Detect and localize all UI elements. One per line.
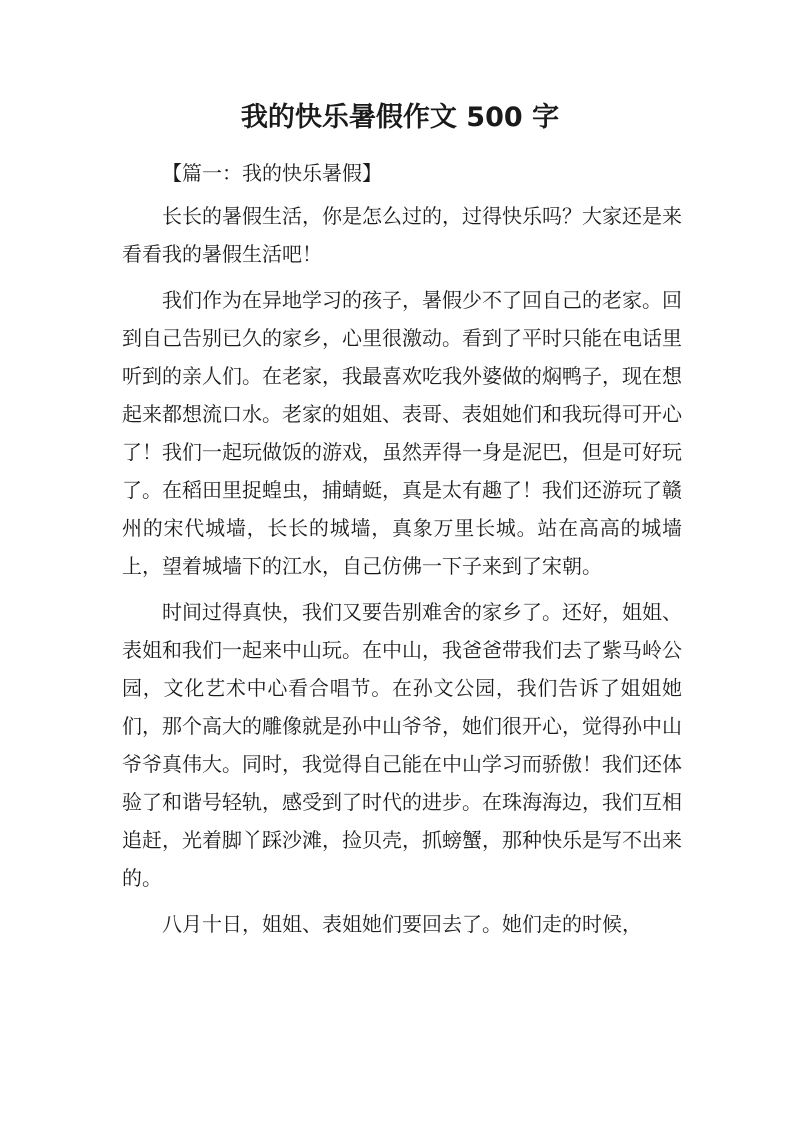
paragraph-3: 时间过得真快，我们又要告别难舍的家乡了。还好，姐姐、表姐和我们一起来中山玩。在中山，我爸爸带我们去了紫马岭公园，文化艺术中心看合唱节。在孙文公园，我们告诉了姐姐她们，那个高大的雕像就是孙中山爷爷，她们很开心，觉得孙中山爷爷真伟大。同时，我觉得自己能在中山学习而骄傲！我们还体验了和谐号轻轨，感受到了时代的进步。在珠海海边，我们互相追赶，光着脚丫踩沙滩，捡贝壳，抓螃蟹，那种快乐是写不出来的。	[122, 600, 682, 890]
document-title: 我的快乐暑假作文 500 字	[240, 102, 560, 133]
paragraph-4: 八月十日，姐姐、表姐她们要回去了。她们走的时候，	[162, 912, 642, 936]
section-heading: 【篇一：我的快乐暑假】	[162, 161, 382, 185]
document-body	[122, 154, 682, 951]
paragraph-2: 我们作为在异地学习的孩子，暑假少不了回自己的老家。回到自己告别已久的家乡，心里很激动。看到了平时只能在电话里听到的亲人们。在老家，我最喜欢吃我外婆做的焖鸭子，现在想起来都想流口水。老家的姐姐、表哥、表姐她们和我玩得可开心了！我们一起玩做饭的游戏，虽然弄得一身是泥巴，但是可好玩了。在稻田里捉蝗虫，捕蜻蜓，真是太有趣了！我们还游玩了赣州的宋代城墙，长长的城墙，真象万里长城。站在高高的城墙上，望着城墙下的江水，自己仿佛一下子来到了宋朝。	[122, 288, 682, 578]
paragraph-1: 长长的暑假生活，你是怎么过的，过得快乐吗？大家还是来看看我的暑假生活吧！	[122, 204, 682, 266]
